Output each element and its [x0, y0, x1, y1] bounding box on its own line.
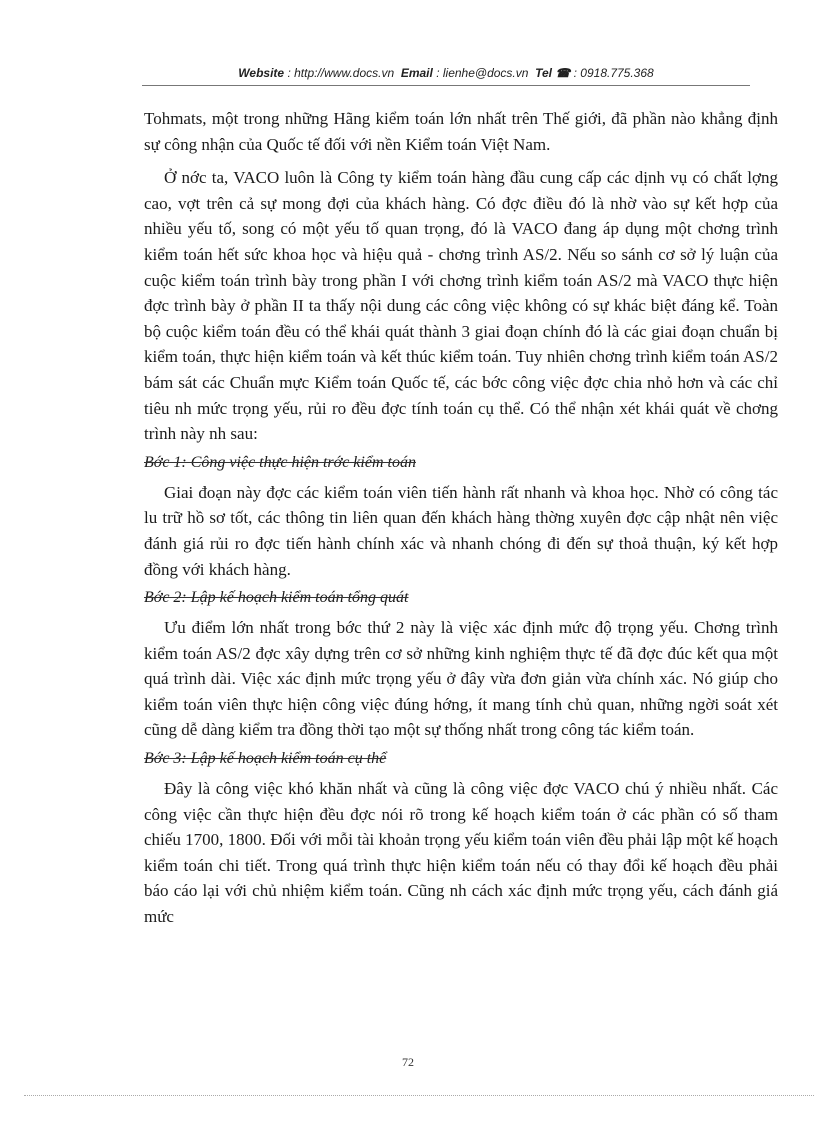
paragraph-vaco-overview: Ở nớc ta, VACO luôn là Công ty kiểm toán hàng đầu cung cấp các dịnh vụ có chất lợng cao, vợt trên cả sự mong đợi của khách hàng. Có đợc điều đó là nhờ vào sự kết hợp của nhiều yếu tố, song có một yếu tố quan trọng, đó là VACO đang áp dụng một chơng trình kiểm toán hết sức khoa học và hiệu quả - chơng trình AS/2. Nếu so sánh cơ sở lý luận của cuộc kiểm toán trình bày trong phần I với chơng trình kiểm toán AS/2 mà VACO thực hiện đợc trình bày ở phần II ta thấy nội dung các công việc không có sự khác biệt đáng kể. Toàn bộ cuộc kiểm toán đều có thể khái quát thành 3 giai đoạn chính đó là các giai đoạn chuẩn bị kiểm toán, thực hiện kiểm toán và kết thúc kiểm toán. Tuy nhiên chơng trình kiểm toán AS/2 bám sát các Chuẩn mực Kiểm toán Quốc tế, các bớc công việc đợc chia nhỏ hơn và các chỉ tiêu nh mức trọng yếu, rủi ro đều đợc tính toán cụ thể. Có thể nhận xét khái quát về chơng trình này nh sau:: [144, 168, 778, 444]
section-heading-step-1: Bớc 1: Công việc thực hiện trớc kiểm toán: [144, 453, 416, 471]
paragraph-step-2: Ưu điểm lớn nhất trong bớc thứ 2 này là việc xác định mức độ trọng yếu. Chơng trình kiểm toán AS/2 đợc xây dựng trên cơ sở những kinh nghiệm thực tế đã đợc đúc kết qua một quá trình dài. Việc xác định mức trọng yếu ở đây vừa đơn giản vừa chính xác. Nó giúp cho kiểm toán viên thực hiện công việc đúng hớng, ít mang tính chủ quan, những ngời soát xét cũng dễ dàng kiểm tra đồng thời tạo một sự thống nhất trong công tác kiểm toán.: [144, 618, 778, 740]
tel-value: : 0918.775.368: [573, 66, 654, 80]
website-value[interactable]: : http://www.docs.vn: [287, 66, 395, 80]
website-label: Website: [238, 66, 285, 80]
paragraph-step-3: Đây là công việc khó khăn nhất và cũng là công việc đợc VACO chú ý nhiều nhất. Các công việc cần thực hiện đều đợc nói rõ trong kế hoạch kiểm toán ở các phần có số tham chiếu 1700, 1800. Đối với mỗi tài khoản trọng yếu kiểm toán viên đều phải lập một kế hoạch kiểm toán chi tiết. Trong quá trình thực hiện kiểm toán nếu có thay đổi kế hoạch đều phải báo cáo lại với chủ nhiệm kiểm toán. Cũng nh cách xác định mức trọng yếu, cách đánh giá mức: [144, 779, 778, 927]
page-header: [142, 66, 750, 80]
page-number: 72: [402, 1055, 414, 1069]
section-heading-step-2: Bớc 2: Lập kế hoạch kiểm toán tổng quát: [144, 589, 409, 607]
tel-label: Tel ☎: [535, 66, 571, 80]
footer-divider: [24, 1095, 814, 1096]
paragraph-intro: Tohmats, một trong những Hãng kiểm toán lớn nhất trên Thế giới, đã phần nào khẳng định sự công nhận của Quốc tế đối với nền Kiểm toán Việt Nam.: [144, 109, 778, 154]
email-label: Email: [400, 66, 433, 80]
section-heading-step-3: Bớc 3: Lập kế hoạch kiểm toán cụ thể: [144, 750, 387, 768]
email-value[interactable]: : lienhe@docs.vn: [436, 66, 529, 80]
spacer: [144, 157, 778, 165]
document-body: [144, 106, 778, 930]
paragraph-step-1: Giai đoạn này đợc các kiểm toán viên tiến hành rất nhanh và khoa học. Nhờ có công tác lu trữ hồ sơ tốt, các thông tin liên quan đến khách hàng thờng xuyên đợc cập nhật nên việc đánh giá rủi ro đợc tiến hành chính xác và nhanh chóng đi đến sự thoả thuận, ký kết hợp đồng với khách hàng.: [144, 482, 778, 579]
header-divider: [142, 85, 750, 86]
